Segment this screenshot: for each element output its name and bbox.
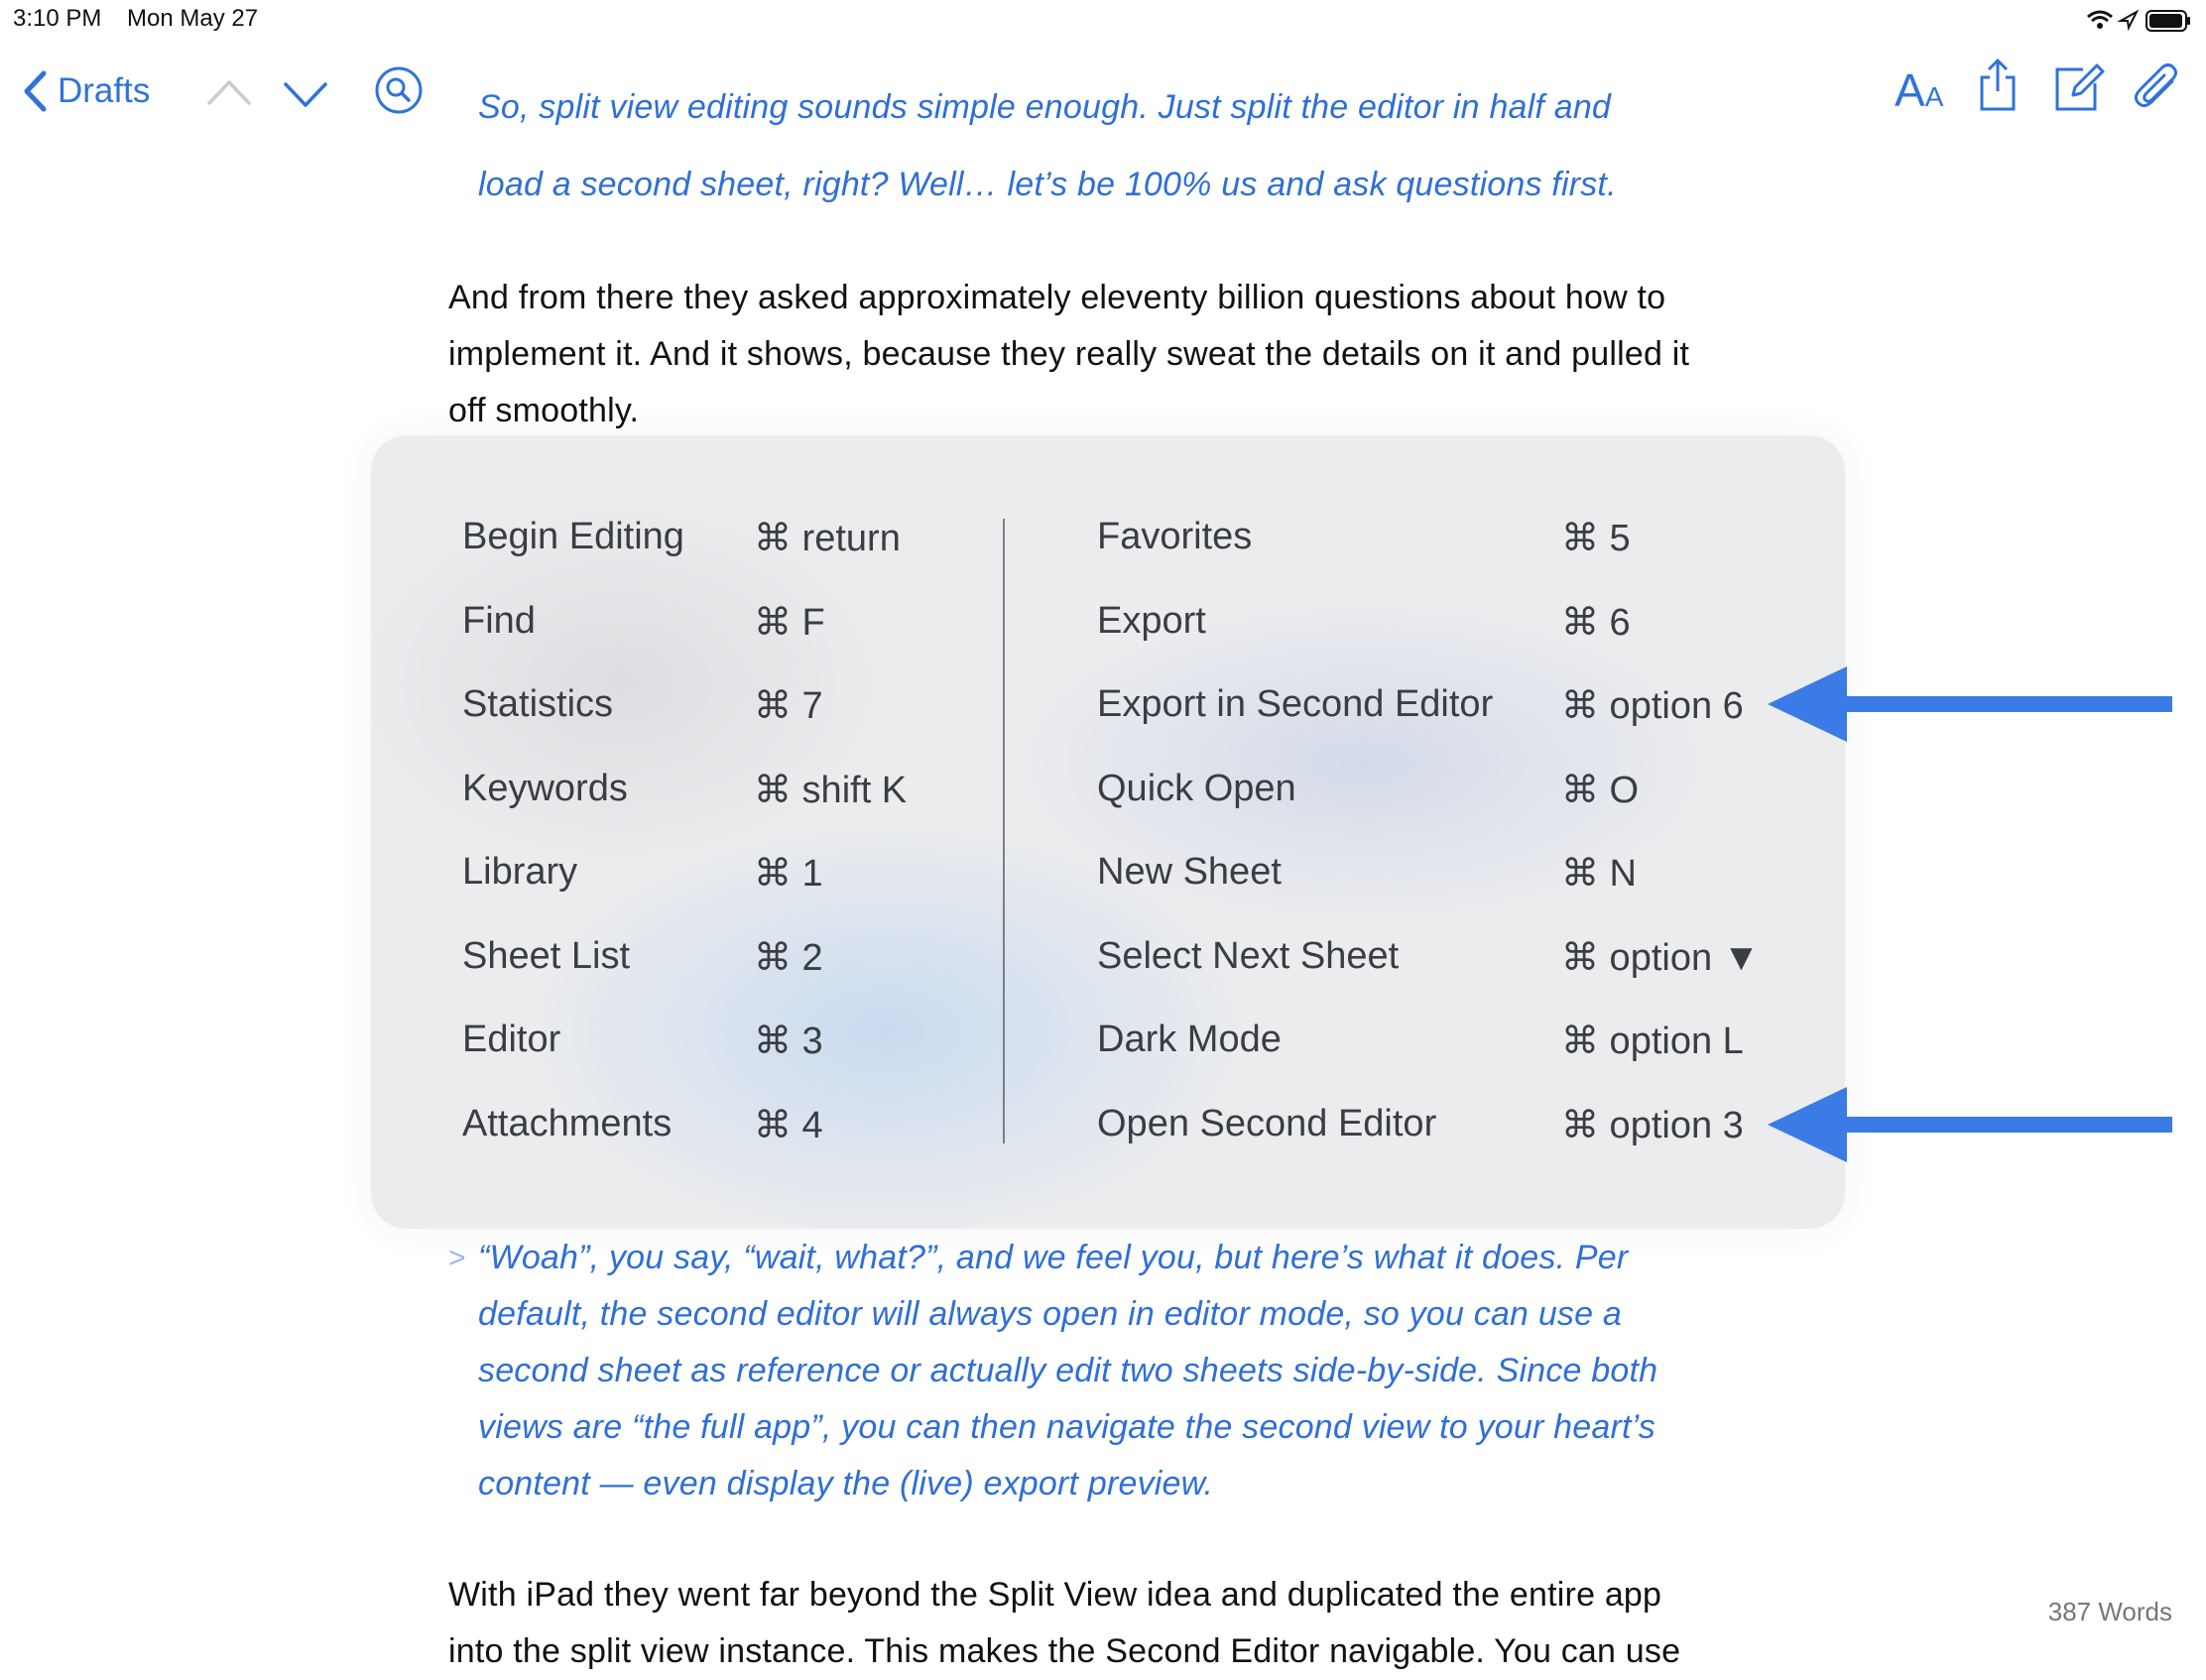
shortcut-label: Select Next Sheet (1097, 935, 1400, 977)
shortcut-label: Export in Second Editor (1097, 683, 1494, 725)
font-icon-small: A (1924, 81, 1944, 112)
shortcut-label: Dark Mode (1097, 1019, 1282, 1060)
font-icon-large: A (1895, 64, 1925, 116)
paragraph-line: into the split view instance. This makes the Second Editor navigable. You can use (448, 1632, 1681, 1670)
shortcut-label: Attachments (462, 1103, 673, 1144)
shortcut-key: ⌘ 4 (754, 1105, 823, 1146)
quote-line: load a second sheet, right? Well… let’s be 100% us and ask questions first. (478, 166, 1617, 203)
shortcut-label: New Sheet (1097, 851, 1282, 893)
paragraph-line: off smoothly. (448, 392, 640, 429)
blockquote-marker: > (448, 1242, 466, 1274)
paragraph-line: And from there they asked approximately eleventy billion questions about how to (448, 279, 1666, 316)
shortcut-key: ⌘ O (1561, 770, 1640, 811)
shortcut-label: Keywords (462, 768, 628, 809)
quote-line: content — even display the (live) export preview. (478, 1465, 1214, 1502)
attachment-icon[interactable] (2133, 63, 2180, 113)
quote-block-top (478, 157, 1797, 213)
paragraph-line: implement it. And it shows, because they really sweat the details on it and pulled it (448, 335, 1690, 373)
shortcut-key: ⌘ 1 (754, 853, 823, 895)
location-icon (2121, 12, 2137, 28)
shortcut-key: ⌘ 3 (754, 1020, 823, 1062)
share-icon[interactable] (1978, 58, 2018, 113)
column-divider (1003, 519, 1005, 1143)
quote-line: “Woah”, you say, “wait, what?”, and we feel you, but here’s what it does. Per (478, 1239, 1629, 1276)
status-date: Mon May 27 (127, 5, 259, 32)
quote-block-2 (478, 1230, 1797, 1512)
shortcut-label: Statistics (462, 683, 614, 725)
shortcut-key: ⌘ 7 (754, 685, 823, 727)
shortcut-key: ⌘ return (754, 518, 901, 559)
shortcut-label: Quick Open (1097, 768, 1296, 809)
chevron-left-icon (22, 69, 48, 113)
shortcut-label: Open Second Editor (1097, 1103, 1437, 1144)
chevron-down-icon[interactable] (283, 79, 328, 109)
shortcut-label: Find (462, 600, 536, 642)
annotation-arrow-icon (1768, 664, 2176, 744)
quote-clipped-line (478, 88, 1768, 149)
shortcut-label: Begin Editing (462, 516, 684, 557)
compose-icon[interactable] (2053, 61, 2105, 113)
status-bar (0, 0, 2206, 40)
shortcut-label: Export (1097, 600, 1206, 642)
word-count[interactable]: 387 Words (2047, 1597, 2172, 1626)
shortcut-key: ⌘ 6 (1561, 602, 1631, 644)
shortcut-key: ⌘ 2 (754, 937, 823, 979)
paragraph-1 (448, 270, 1768, 439)
paragraph-2 (448, 1567, 1768, 1670)
wifi-icon (2088, 12, 2112, 29)
chevron-up-icon[interactable] (206, 77, 252, 107)
shortcut-key: ⌘ 5 (1561, 518, 1631, 559)
font-size-icon[interactable] (1895, 63, 1943, 117)
shortcut-key: ⌘ option L (1561, 1020, 1744, 1062)
battery-icon (2146, 11, 2190, 31)
shortcut-label: Favorites (1097, 516, 1253, 557)
paragraph-line: With iPad they went far beyond the Split View idea and duplicated the entire app (448, 1576, 1662, 1614)
shortcut-key: ⌘ F (754, 602, 825, 644)
shortcut-label: Sheet List (462, 935, 630, 977)
shortcut-key: ⌘ N (1561, 853, 1637, 895)
quote-clipped-text: So, split view editing sounds simple enough. Just split the editor in half and (478, 88, 1612, 126)
status-indicators (2085, 8, 2194, 32)
quote-line: default, the second editor will always open in editor mode, so you can use a (478, 1295, 1622, 1333)
keyboard-shortcuts-overlay (371, 435, 1845, 1229)
back-label: Drafts (58, 71, 151, 110)
quote-line: second sheet as reference or actually edit two sheets side-by-side. Since both (478, 1352, 1658, 1389)
search-icon[interactable] (374, 65, 424, 115)
shortcut-key: ⌘ option ▼ (1561, 937, 1761, 979)
shortcut-key: ⌘ option 3 (1561, 1105, 1744, 1146)
quote-line: views are “the full app”, you can then navigate the second view to your heart’s (478, 1408, 1655, 1446)
back-button[interactable] (22, 63, 150, 119)
shortcut-label: Library (462, 851, 578, 893)
status-time: 3:10 PM (13, 5, 102, 32)
shortcut-key: ⌘ option 6 (1561, 685, 1744, 727)
shortcut-key: ⌘ shift K (754, 770, 908, 811)
annotation-arrow-icon (1768, 1085, 2176, 1164)
shortcut-label: Editor (462, 1019, 561, 1060)
